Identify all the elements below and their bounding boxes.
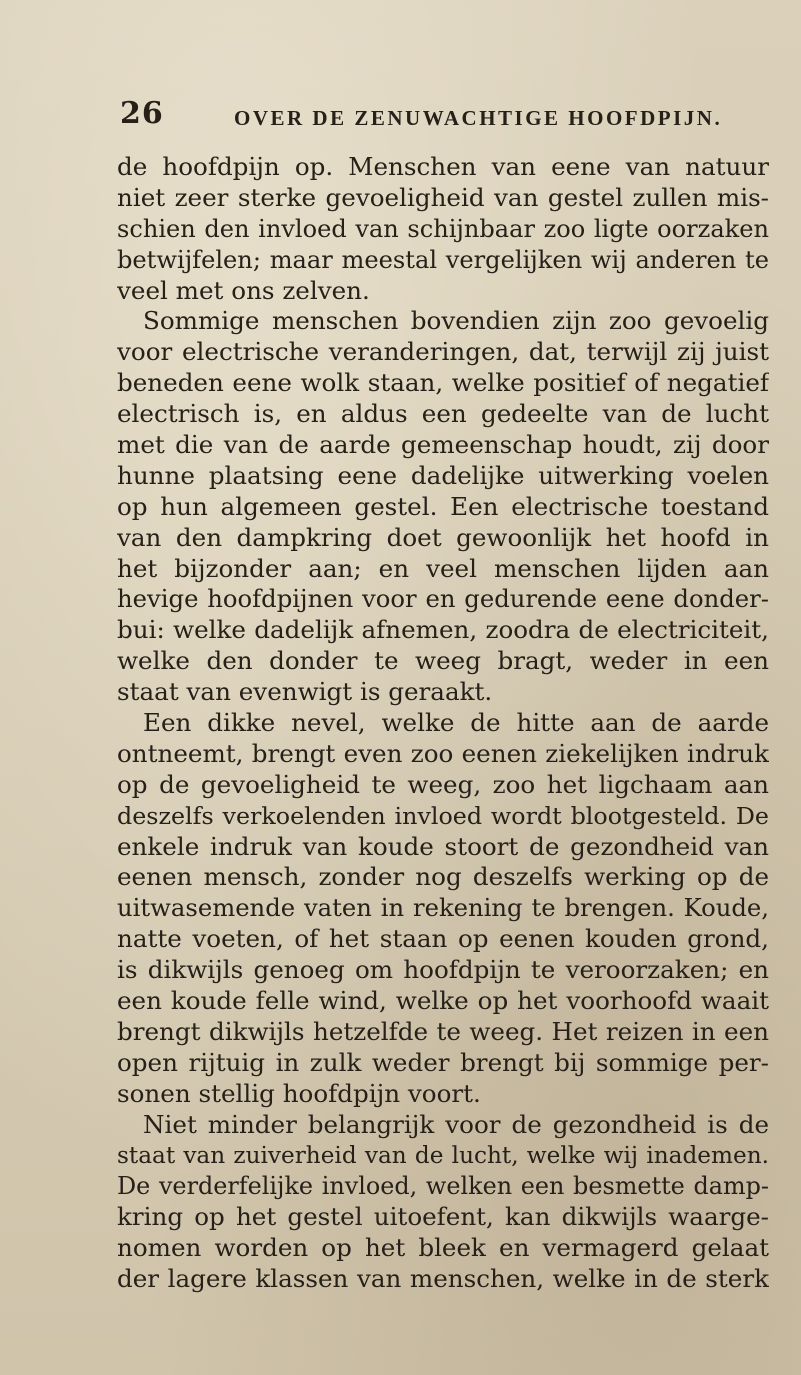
text-line: deszelfs verkoelenden invloed wordt blootgesteld. De	[117, 801, 769, 830]
text-line: Een dikke nevel, welke de hitte aan de aarde	[143, 708, 769, 738]
text-line: eenen mensch, zonder nog deszelfs werking op de	[117, 862, 769, 892]
text-line: nomen worden op het bleek en vermagerd gelaat	[117, 1233, 769, 1263]
text-line: op hun algemeen gestel. Een electrische toestand	[117, 491, 769, 521]
text-line: open rijtuig in zulk weder brengt bij sommige per-	[117, 1047, 769, 1077]
text-line: welke den donder te weeg bragt, weder in een	[117, 646, 769, 676]
text-line: voor electrische veranderingen, dat, terwijl zij juist	[117, 337, 769, 367]
text-line: uitwasemende vaten in rekening te brengen. Koude,	[117, 893, 769, 923]
text-line: beneden eene wolk staan, welke positief of negatief	[117, 368, 769, 398]
page-number: 26	[120, 96, 164, 131]
text-line: een koude felle wind, welke op het voorhoofd waait	[117, 986, 769, 1016]
page-header	[120, 96, 723, 140]
text-line: hunne plaatsing eene dadelijke uitwerking voelen	[117, 460, 769, 490]
text-line: Sommige menschen bovendien zijn zoo gevoelig	[143, 306, 769, 336]
text-line: de hoofdpijn op. Menschen van eene van natuur	[117, 152, 769, 181]
text-line: niet zeer sterke gevoeligheid van gestel zullen mis-	[117, 182, 769, 212]
text-line: ontneemt, brengt even zoo eenen ziekelijken indruk	[117, 738, 769, 768]
text-line: het bijzonder aan; en veel menschen lijden aan	[117, 553, 769, 583]
text-line: Niet minder belangrijk voor de gezondheid is de	[143, 1109, 769, 1139]
text-line: schien den invloed van schijnbaar zoo ligte oorzaken	[117, 214, 769, 243]
text-line: staat van zuiverheid van de lucht, welke wij inademen.	[117, 1141, 769, 1169]
text-line: sonen stellig hoofdpijn voort.	[117, 1078, 481, 1108]
text-line: is dikwijls genoeg om hoofdpijn te veroorzaken; en	[117, 955, 769, 985]
text-line: enkele indruk van koude stoort de gezondheid van	[117, 831, 769, 861]
text-line: staat van evenwigt is geraakt.	[117, 677, 493, 707]
text-line: op de gevoeligheid te weeg, zoo het ligchaam aan	[117, 769, 769, 799]
running-head: OVER DE ZENUWACHTIGE HOOFDPIJN.	[234, 106, 723, 130]
text-line: veel met ons zelven.	[117, 275, 370, 305]
text-line: brengt dikwijls hetzelfde te weeg. Het reizen in een	[117, 1016, 769, 1046]
text-line: betwijfelen; maar meestal vergelijken wij anderen te	[117, 245, 769, 274]
text-line: bui: welke dadelijk afnemen, zoodra de electriciteit,	[117, 615, 769, 645]
text-line: electrisch is, en aldus een gedeelte van de lucht	[117, 399, 769, 429]
text-line: hevige hoofdpijnen voor en gedurende eene donder-	[117, 584, 769, 614]
text-line: van den dampkring doet gewoonlijk het hoofd in	[117, 522, 769, 552]
text-line: der lagere klassen van menschen, welke in de sterk	[117, 1264, 769, 1294]
text-line: met die van de aarde gemeenschap houdt, zij door	[117, 430, 769, 460]
text-line: De verderfelijke invloed, welken een besmette damp-	[117, 1172, 769, 1201]
text-line: natte voeten, of het staan op eenen kouden grond,	[117, 924, 769, 954]
text-line: kring op het gestel uitoefent, kan dikwijls waarge-	[117, 1202, 769, 1232]
body-text	[117, 152, 769, 1295]
